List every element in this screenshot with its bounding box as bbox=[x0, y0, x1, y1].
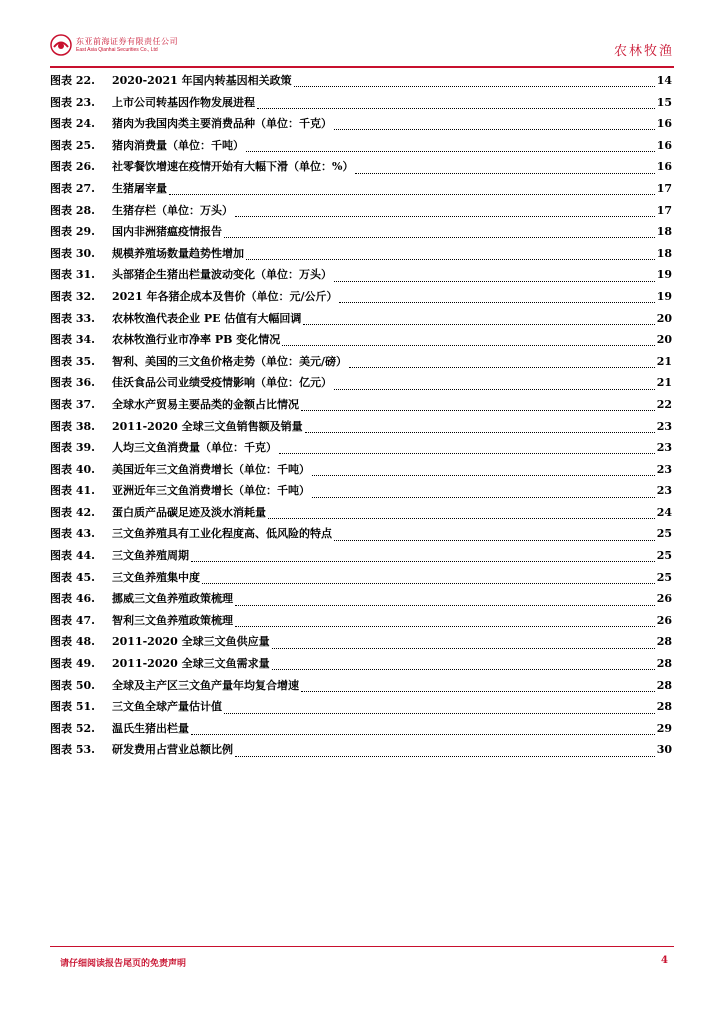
toc-entry-label: 图表 51. bbox=[50, 700, 95, 714]
toc-entry-page: 24 bbox=[656, 505, 672, 519]
toc-entry-title: 三文鱼全球产量估计值 bbox=[112, 700, 222, 714]
company-name-en: East Asia Qianhai Securities Co., Ltd bbox=[76, 47, 158, 53]
footer-divider bbox=[50, 946, 674, 947]
toc-entry-title: 2020-2021 年国内转基因相关政策 bbox=[112, 74, 292, 87]
toc-entry-label: 图表 25. bbox=[50, 138, 95, 152]
toc-leader-dots bbox=[303, 316, 654, 325]
toc-entry[interactable] bbox=[50, 92, 672, 114]
toc-entry-page: 28 bbox=[656, 678, 672, 692]
toc-entry-title: 三文鱼养殖具有工业化程度高、低风险的特点 bbox=[112, 527, 332, 541]
sector-label: 农林牧渔 bbox=[613, 44, 674, 59]
toc-entry-title: 亚洲近年三文鱼消费增长（单位：千吨） bbox=[112, 484, 310, 498]
toc-entry-page: 14 bbox=[656, 74, 672, 87]
company-logo bbox=[50, 34, 250, 64]
toc-entry-title: 佳沃食品公司业绩受疫情影响（单位：亿元） bbox=[112, 376, 332, 390]
toc-entry[interactable] bbox=[50, 459, 672, 481]
company-name-cn: 东亚前海证券有限责任公司 bbox=[76, 37, 178, 46]
toc-entry-label: 图表 24. bbox=[50, 117, 95, 131]
disclaimer-note: 请仔细阅读报告尾页的免责声明 bbox=[60, 959, 187, 969]
toc-entry-title: 猪肉消费量（单位：千吨） bbox=[112, 138, 244, 152]
toc-leader-dots bbox=[235, 208, 655, 217]
toc-entry-title: 社零餐饮增速在疫情开始有大幅下滑（单位：%） bbox=[112, 160, 354, 174]
toc-leader-dots bbox=[312, 489, 655, 498]
toc-entry-page: 30 bbox=[656, 743, 672, 757]
toc-entry-label: 图表 46. bbox=[50, 592, 95, 606]
toc-leader-dots bbox=[246, 251, 655, 260]
toc-entry-label: 图表 52. bbox=[50, 721, 95, 735]
toc-entry-label: 图表 53. bbox=[50, 743, 95, 757]
toc-entry-page: 20 bbox=[656, 311, 672, 325]
toc-entry[interactable] bbox=[50, 200, 672, 222]
toc-entry-page: 26 bbox=[656, 592, 672, 606]
toc-leader-dots bbox=[235, 618, 655, 627]
toc-entry-page: 17 bbox=[656, 203, 672, 217]
toc-entry-page: 28 bbox=[656, 700, 672, 714]
toc-entry-page: 16 bbox=[656, 160, 672, 174]
toc-leader-dots bbox=[305, 424, 655, 433]
toc-entry-label: 图表 30. bbox=[50, 246, 95, 260]
toc-entry[interactable] bbox=[50, 437, 672, 459]
toc-leader-dots bbox=[235, 748, 655, 757]
toc-entry-label: 图表 34. bbox=[50, 333, 95, 347]
toc-leader-dots bbox=[334, 381, 655, 390]
toc-leader-dots bbox=[272, 661, 655, 670]
toc-entry-title: 挪威三文鱼养殖政策梳理 bbox=[112, 592, 233, 606]
toc-entry[interactable] bbox=[50, 567, 672, 589]
toc-leader-dots bbox=[355, 165, 654, 174]
toc-entry-page: 15 bbox=[656, 95, 672, 109]
toc-entry[interactable] bbox=[50, 178, 672, 200]
figure-table-of-contents bbox=[50, 70, 672, 761]
toc-entry-title: 三文鱼养殖周期 bbox=[112, 549, 189, 563]
toc-entry-label: 图表 37. bbox=[50, 397, 95, 411]
toc-entry-label: 图表 49. bbox=[50, 657, 95, 671]
toc-entry-page: 23 bbox=[656, 419, 672, 433]
toc-entry[interactable] bbox=[50, 351, 672, 373]
toc-entry-page: 19 bbox=[656, 268, 672, 282]
toc-entry[interactable] bbox=[50, 545, 672, 567]
toc-entry-title: 2011-2020 全球三文鱼销售额及销量 bbox=[112, 419, 303, 433]
toc-entry-title: 美国近年三文鱼消费增长（单位：千吨） bbox=[112, 462, 310, 476]
toc-entry-page: 19 bbox=[656, 289, 672, 303]
toc-entry[interactable] bbox=[50, 588, 672, 610]
toc-entry-page: 28 bbox=[656, 635, 672, 649]
toc-entry-title: 全球及主产区三文鱼产量年均复合增速 bbox=[112, 678, 299, 692]
toc-entry-title: 2011-2020 全球三文鱼需求量 bbox=[112, 657, 270, 671]
toc-leader-dots bbox=[224, 705, 655, 714]
toc-entry[interactable] bbox=[50, 135, 672, 157]
toc-entry[interactable] bbox=[50, 394, 672, 416]
toc-entry-label: 图表 44. bbox=[50, 549, 95, 563]
toc-entry-title: 规模养殖场数量趋势性增加 bbox=[112, 246, 244, 260]
company-logo-icon bbox=[50, 34, 72, 56]
toc-entry-label: 图表 50. bbox=[50, 678, 95, 692]
toc-entry[interactable] bbox=[50, 243, 672, 265]
toc-entry[interactable] bbox=[50, 156, 672, 178]
page-footer bbox=[50, 946, 674, 976]
toc-leader-dots bbox=[334, 273, 655, 282]
toc-leader-dots bbox=[282, 337, 654, 346]
toc-entry-page: 29 bbox=[656, 721, 672, 735]
toc-entry-page: 20 bbox=[656, 333, 672, 347]
toc-entry-page: 23 bbox=[656, 484, 672, 498]
toc-entry-label: 图表 27. bbox=[50, 181, 95, 195]
toc-entry[interactable] bbox=[50, 329, 672, 351]
toc-entry-title: 蛋白质产品碳足迹及淡水消耗量 bbox=[112, 505, 266, 519]
toc-entry-title: 全球水产贸易主要品类的金额占比情况 bbox=[112, 397, 299, 411]
toc-entry[interactable] bbox=[50, 308, 672, 330]
toc-entry[interactable] bbox=[50, 653, 672, 675]
toc-entry[interactable] bbox=[50, 523, 672, 545]
toc-entry-label: 图表 43. bbox=[50, 527, 95, 541]
toc-entry[interactable] bbox=[50, 696, 672, 718]
toc-entry-title: 研发费用占营业总额比例 bbox=[112, 743, 233, 757]
toc-entry-title: 生猪存栏（单位：万头） bbox=[112, 203, 233, 217]
toc-entry-title: 农林牧渔代表企业 PE 估值有大幅回调 bbox=[112, 311, 302, 325]
toc-leader-dots bbox=[272, 640, 655, 649]
toc-leader-dots bbox=[202, 575, 655, 584]
toc-entry[interactable] bbox=[50, 70, 672, 92]
toc-entry-page: 25 bbox=[656, 527, 672, 541]
toc-entry-label: 图表 38. bbox=[50, 419, 95, 433]
toc-entry-page: 22 bbox=[656, 397, 672, 411]
toc-leader-dots bbox=[294, 78, 655, 87]
toc-entry-title: 农林牧渔行业市净率 PB 变化情况 bbox=[112, 333, 281, 347]
toc-entry-label: 图表 28. bbox=[50, 203, 95, 217]
toc-entry-label: 图表 32. bbox=[50, 289, 95, 303]
toc-entry-title: 温氏生猪出栏量 bbox=[112, 721, 189, 735]
toc-entry[interactable] bbox=[50, 739, 672, 761]
toc-entry-page: 25 bbox=[656, 570, 672, 584]
toc-leader-dots bbox=[301, 402, 655, 411]
toc-entry-label: 图表 42. bbox=[50, 505, 95, 519]
toc-entry[interactable] bbox=[50, 631, 672, 653]
toc-entry-title: 人均三文鱼消费量（单位：千克） bbox=[112, 441, 277, 455]
toc-entry-title: 2021 年各猪企成本及售价（单位：元/公斤） bbox=[112, 289, 338, 303]
toc-leader-dots bbox=[169, 186, 655, 195]
toc-leader-dots bbox=[279, 445, 655, 454]
toc-entry[interactable] bbox=[50, 610, 672, 632]
toc-entry-title: 智利三文鱼养殖政策梳理 bbox=[112, 613, 233, 627]
toc-leader-dots bbox=[191, 726, 655, 735]
toc-leader-dots bbox=[334, 532, 655, 541]
toc-entry[interactable] bbox=[50, 502, 672, 524]
toc-entry-label: 图表 40. bbox=[50, 462, 95, 476]
toc-leader-dots bbox=[312, 467, 655, 476]
toc-entry-label: 图表 23. bbox=[50, 95, 95, 109]
toc-entry[interactable] bbox=[50, 480, 672, 502]
toc-entry-label: 图表 31. bbox=[50, 268, 95, 282]
toc-entry-page: 18 bbox=[656, 246, 672, 260]
toc-entry-page: 26 bbox=[656, 613, 672, 627]
header-divider bbox=[50, 66, 674, 68]
page-number: 4 bbox=[661, 955, 668, 966]
toc-entry-label: 图表 29. bbox=[50, 225, 95, 239]
toc-leader-dots bbox=[224, 229, 655, 238]
toc-entry-page: 25 bbox=[656, 549, 672, 563]
toc-leader-dots bbox=[301, 683, 655, 692]
toc-entry-page: 28 bbox=[656, 657, 672, 671]
toc-entry-label: 图表 41. bbox=[50, 484, 95, 498]
toc-entry[interactable] bbox=[50, 718, 672, 740]
toc-entry-label: 图表 48. bbox=[50, 635, 95, 649]
toc-entry[interactable] bbox=[50, 264, 672, 286]
page-header bbox=[50, 30, 674, 68]
toc-leader-dots bbox=[349, 359, 655, 368]
toc-entry-title: 三文鱼养殖集中度 bbox=[112, 570, 200, 584]
toc-entry-page: 23 bbox=[656, 462, 672, 476]
toc-entry-label: 图表 45. bbox=[50, 570, 95, 584]
toc-leader-dots bbox=[268, 510, 655, 519]
toc-entry-title: 智利、美国的三文鱼价格走势（单位：美元/磅） bbox=[112, 354, 348, 368]
toc-entry-page: 18 bbox=[656, 225, 672, 239]
toc-entry-label: 图表 36. bbox=[50, 376, 95, 390]
toc-entry-page: 23 bbox=[656, 441, 672, 455]
toc-leader-dots bbox=[339, 294, 654, 303]
toc-entry[interactable] bbox=[50, 675, 672, 697]
toc-entry-page: 17 bbox=[656, 181, 672, 195]
toc-leader-dots bbox=[191, 553, 655, 562]
toc-entry-title: 生猪屠宰量 bbox=[112, 181, 167, 195]
toc-entry-page: 16 bbox=[656, 117, 672, 131]
toc-entry-title: 国内非洲猪瘟疫情报告 bbox=[112, 225, 222, 239]
toc-entry-page: 16 bbox=[656, 138, 672, 152]
toc-entry-label: 图表 26. bbox=[50, 160, 95, 174]
toc-leader-dots bbox=[235, 597, 655, 606]
toc-entry-title: 上市公司转基因作物发展进程 bbox=[112, 95, 255, 109]
toc-leader-dots bbox=[246, 143, 655, 152]
toc-entry-label: 图表 47. bbox=[50, 613, 95, 627]
toc-leader-dots bbox=[257, 100, 655, 109]
toc-entry[interactable] bbox=[50, 416, 672, 438]
toc-entry-page: 21 bbox=[656, 354, 672, 368]
toc-entry-label: 图表 33. bbox=[50, 311, 95, 325]
toc-entry[interactable] bbox=[50, 221, 672, 243]
toc-entry-title: 2011-2020 全球三文鱼供应量 bbox=[112, 635, 270, 649]
toc-entry-label: 图表 35. bbox=[50, 354, 95, 368]
toc-entry[interactable] bbox=[50, 113, 672, 135]
toc-entry-label: 图表 22. bbox=[50, 74, 95, 87]
toc-entry-label: 图表 39. bbox=[50, 441, 95, 455]
toc-entry[interactable] bbox=[50, 286, 672, 308]
toc-leader-dots bbox=[334, 121, 655, 130]
toc-entry-title: 猪肉为我国肉类主要消费品种（单位：千克） bbox=[112, 117, 332, 131]
toc-entry-title: 头部猪企生猪出栏量波动变化（单位：万头） bbox=[112, 268, 332, 282]
toc-entry[interactable] bbox=[50, 372, 672, 394]
toc-entry-page: 21 bbox=[656, 376, 672, 390]
